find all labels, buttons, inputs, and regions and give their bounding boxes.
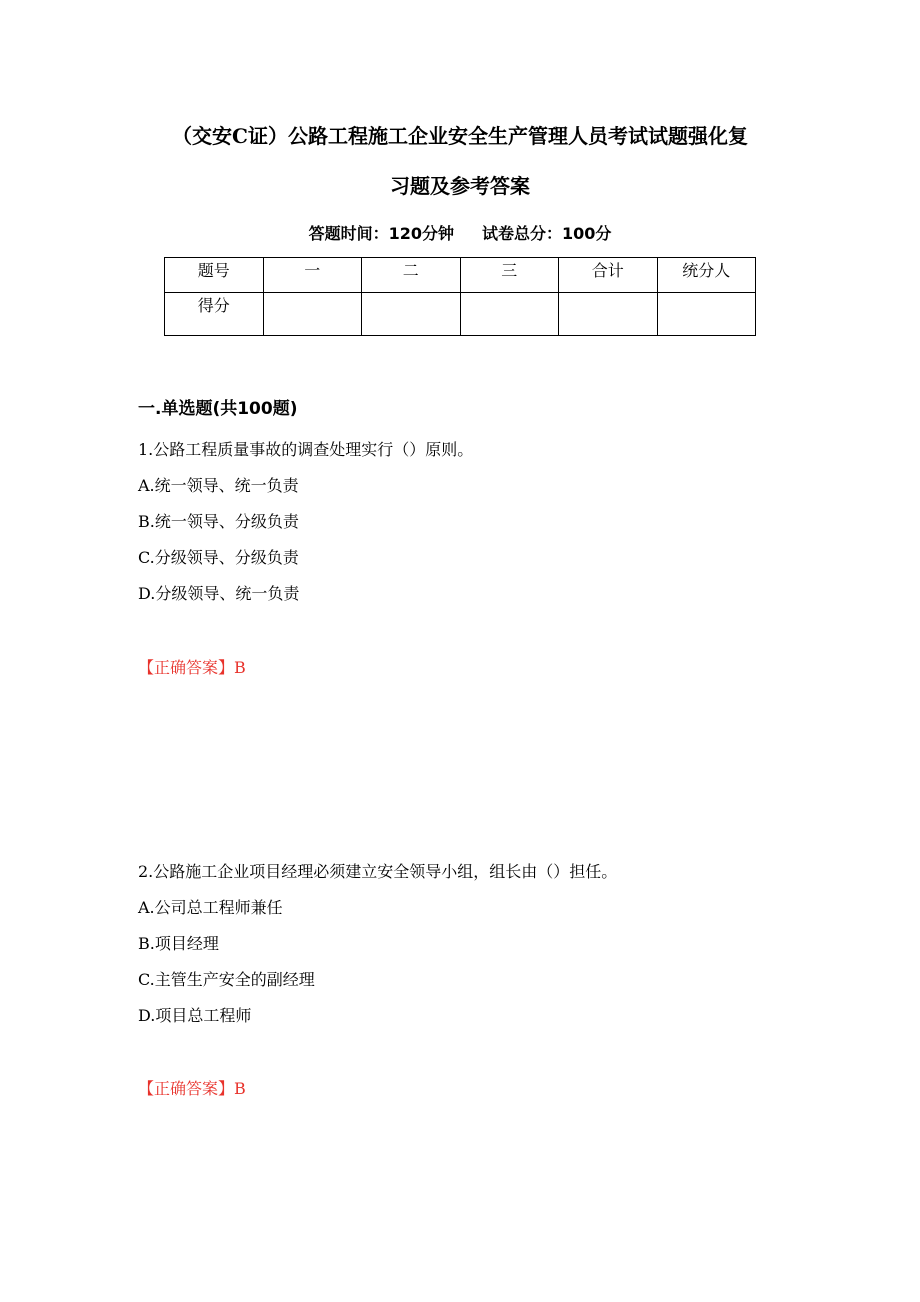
- document-title-line-1: （交安C证）公路工程施工企业安全生产管理人员考试试题强化复: [172, 124, 748, 148]
- score-row-label: 得分: [165, 293, 264, 336]
- question-2-option-a: A.公司总工程师兼任: [138, 898, 283, 917]
- question-2-answer: 【正确答案】B: [138, 1079, 246, 1098]
- score-cell-empty: [657, 293, 756, 336]
- document-title-line-2: 习题及参考答案: [390, 174, 530, 198]
- score-header-cell: 题号: [165, 258, 264, 293]
- score-table-score-row: [165, 293, 756, 336]
- score-cell-empty: [362, 293, 461, 336]
- question-1-option-a: A.统一领导、统一负责: [138, 476, 299, 495]
- score-cell-empty: [263, 293, 362, 336]
- question-2-option-b: B.项目经理: [138, 934, 219, 953]
- score-header-cell: 一: [263, 258, 362, 293]
- question-1-stem: 1.公路工程质量事故的调查处理实行（）原则。: [138, 440, 474, 459]
- score-cell-empty: [559, 293, 658, 336]
- score-table-header-row: [165, 258, 756, 293]
- question-1-option-b: B.统一领导、分级负责: [138, 512, 299, 531]
- question-1-option-d: D.分级领导、统一负责: [138, 584, 300, 603]
- question-1-answer: 【正确答案】B: [138, 658, 246, 677]
- score-header-cell: 三: [460, 258, 559, 293]
- exam-meta: [0, 222, 920, 246]
- exam-total-score: 试卷总分：100分: [482, 224, 612, 243]
- question-2-option-d: D.项目总工程师: [138, 1006, 252, 1025]
- question-1-option-c: C.分级领导、分级负责: [138, 548, 299, 567]
- score-header-cell: 二: [362, 258, 461, 293]
- score-header-cell: 统分人: [657, 258, 756, 293]
- question-2-stem: 2.公路施工企业项目经理必须建立安全领导小组，组长由（）担任。: [138, 862, 618, 881]
- score-table: [164, 257, 756, 336]
- question-2-option-c: C.主管生产安全的副经理: [138, 970, 315, 989]
- score-header-cell: 合计: [559, 258, 658, 293]
- section-title: 一.单选题(共100题): [138, 399, 298, 419]
- score-cell-empty: [460, 293, 559, 336]
- exam-time: 答题时间：120分钟: [308, 224, 454, 243]
